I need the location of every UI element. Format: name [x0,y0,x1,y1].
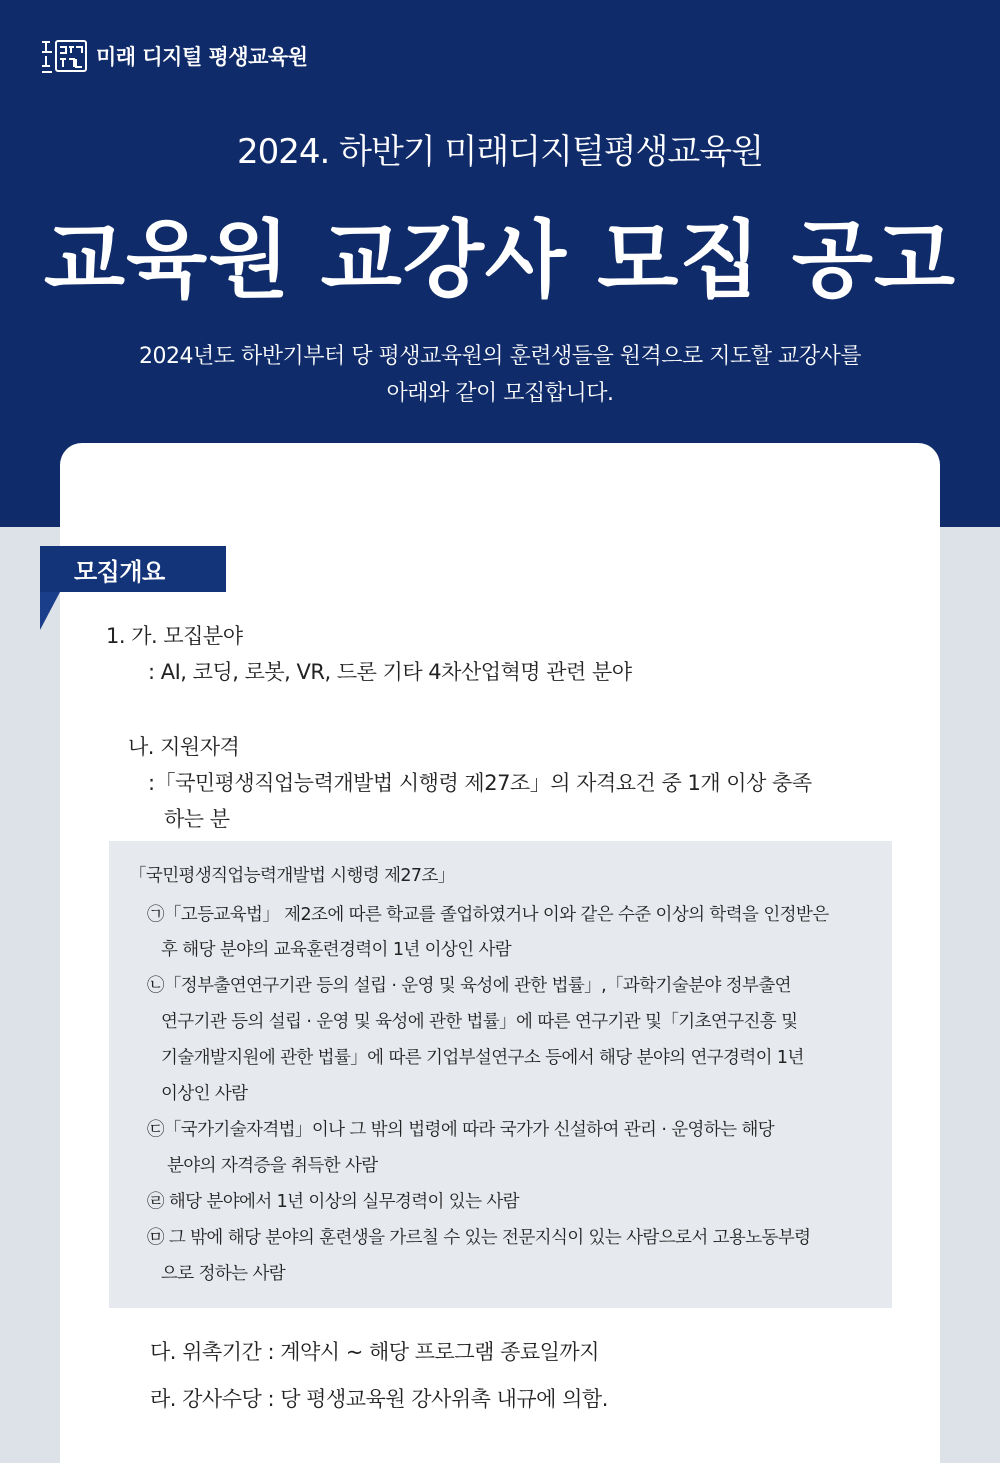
intro-line: 2024년도 하반기부터 당 평생교육원의 훈련생들을 원격으로 지도할 교강사를 [138,344,861,369]
legal-line: ㉤ 그 밖에 해당 분야의 훈련생을 가르칠 수 있는 전문지식이 있는 사람으로서 고용노동부령 [147,1228,811,1248]
logo [40,38,307,74]
appointment-period: 다. 위촉기간 : 계약시 ~ 해당 프로그램 종료일까지 [150,1340,600,1364]
legal-line: ㉣ 해당 분야에서 1년 이상의 실무경력이 있는 사람 [147,1192,519,1212]
legal-line: ㉠「고등교육법」 제2조에 따른 학교를 졸업하였거나 이와 같은 수준 이상의 학력을 인정받은 [147,905,829,925]
instructor-pay: 라. 강사수당 : 당 평생교육원 강사위촉 내규에 의함. [150,1387,608,1411]
legal-line: ㉡「정부출연연구기관 등의 설립 · 운영 및 육성에 관한 법률」,「과학기술분야 정부출연 [147,976,791,996]
page-subtitle: 2024. 하반기 미래디지털평생교육원 [237,132,763,172]
field-value: : AI, 코딩, 로봇, VR, 드론 기타 4차산업혁명 관련 분야 [148,660,632,684]
field-heading: 1. 가. 모집분야 [106,624,243,648]
legal-line: 으로 정하는 사람 [161,1264,286,1284]
legal-line: ㉢「국가기술자격법」이나 그 밖의 법령에 따라 국가가 신설하여 관리 · 운영하는 해당 [147,1120,775,1140]
legal-line: 후 해당 분야의 교육훈련경력이 1년 이상인 사람 [161,940,512,960]
intro-text [0,338,1000,412]
qualification-heading: 나. 지원자격 [128,735,240,759]
section-tab: 모집개요 [40,546,226,592]
legal-line: 분야의 자격증을 취득한 사람 [167,1156,378,1176]
logo-text: 미래 디지털 평생교육원 [96,45,308,69]
legal-box [109,841,892,1308]
logo-icon [40,38,88,74]
intro-line: 아래와 같이 모집합니다. [386,381,614,406]
qualification-value: :「국민평생직업능력개발법 시행령 제27조」의 자격요건 중 1개 이상 충족 [148,771,812,795]
qualification-value-cont: 하는 분 [164,807,230,831]
legal-line: 이상인 사람 [161,1084,248,1104]
page-title: 교육원 교강사 모집 공고 [43,211,957,309]
legal-title: 「국민평생직업능력개발법 시행령 제27조」 [129,866,455,886]
legal-line: 연구기관 등의 설립 · 운영 및 육성에 관한 법률」에 따른 연구기관 및「기초연구진흥 및 [161,1012,798,1032]
legal-line: 기술개발지원에 관한 법률」에 따른 기업부설연구소 등에서 해당 분야의 연구경력이 1년 [161,1048,804,1068]
section-tab-fold [40,592,60,630]
